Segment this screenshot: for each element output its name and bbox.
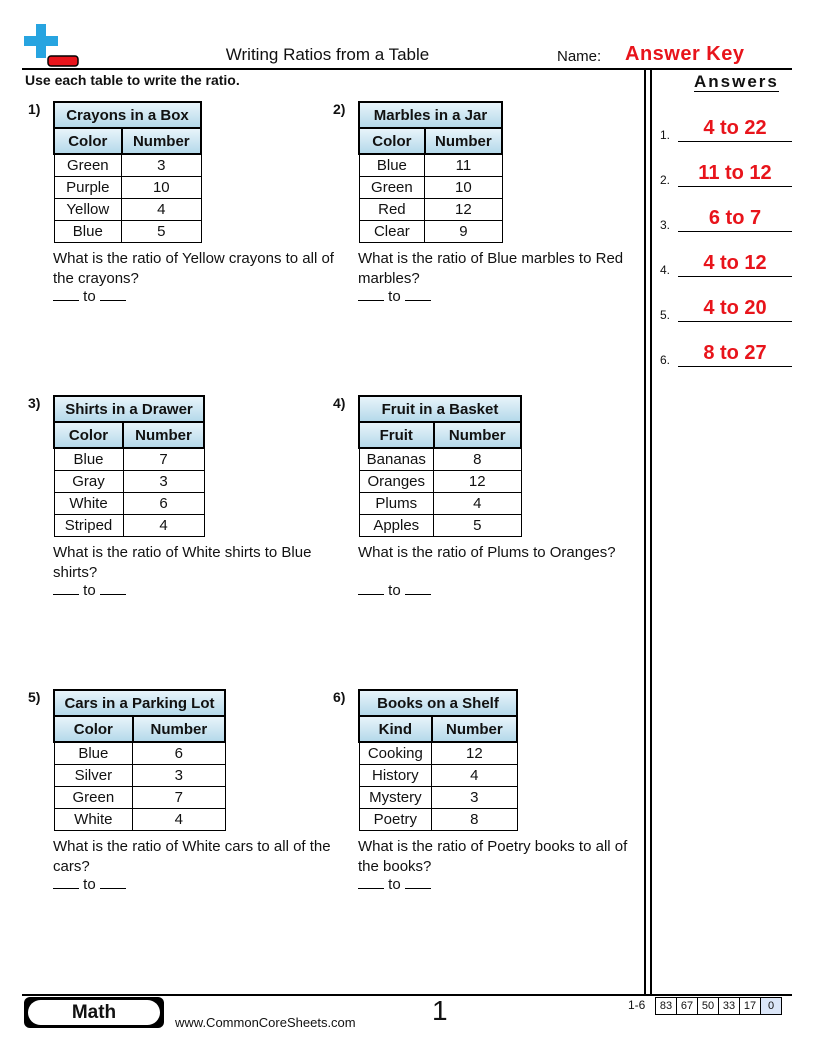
- name-label: Name:: [557, 48, 602, 65]
- table-row: [54, 471, 204, 493]
- column-header: Color: [54, 128, 122, 154]
- column-header: Number: [122, 128, 201, 154]
- table-cell: 4: [434, 493, 521, 515]
- table-cell: Blue: [54, 448, 123, 471]
- table-cell: Plums: [359, 493, 434, 515]
- page-number: 1: [432, 995, 448, 1026]
- column-divider: [650, 68, 652, 994]
- table-cell: 5: [122, 221, 201, 243]
- table-row: [359, 221, 502, 243]
- blank-line[interactable]: [358, 876, 384, 889]
- table-cell: 10: [425, 177, 502, 199]
- answer-number: 5.: [660, 308, 671, 322]
- table-cell: 9: [425, 221, 502, 243]
- blank-line[interactable]: [405, 288, 431, 301]
- table-cell: 11: [425, 154, 502, 177]
- data-table: [358, 689, 518, 831]
- table-row: [359, 199, 502, 221]
- table-cell: 4: [122, 199, 201, 221]
- table-cell: Oranges: [359, 471, 434, 493]
- answer-blanks: [53, 876, 126, 893]
- answer-number: 2.: [660, 173, 671, 187]
- answer-line: [678, 321, 792, 322]
- table-row: [359, 515, 521, 537]
- table-title: Fruit in a Basket: [359, 396, 521, 422]
- table-row: [54, 765, 225, 787]
- table-row: [54, 742, 225, 765]
- answer-key-label: Answer Key: [625, 43, 745, 65]
- score-boxes: [656, 997, 782, 1015]
- table-row: [359, 177, 502, 199]
- table-title: Crayons in a Box: [54, 102, 201, 128]
- score-box: 17: [739, 997, 761, 1015]
- table-cell: Blue: [54, 742, 133, 765]
- table-title: Marbles in a Jar: [359, 102, 502, 128]
- question-text: What is the ratio of Poetry books to all of the books?: [358, 838, 628, 875]
- column-divider: [644, 68, 646, 994]
- table-cell: Green: [54, 154, 122, 177]
- blank-line[interactable]: [100, 582, 126, 595]
- table-cell: Green: [359, 177, 425, 199]
- blank-line[interactable]: [53, 288, 79, 301]
- subject-badge: [24, 997, 164, 1028]
- table-cell: 6: [123, 493, 204, 515]
- column-header: Color: [54, 422, 123, 448]
- answer-row: [660, 337, 792, 367]
- table-row: [54, 493, 204, 515]
- table-row: [359, 448, 521, 471]
- table-cell: Clear: [359, 221, 425, 243]
- to-word: to: [83, 582, 96, 599]
- subject-label: Math: [28, 1000, 160, 1025]
- score-range: 1-6: [628, 998, 646, 1012]
- question-text: What is the ratio of White shirts to Blue shirts?: [53, 544, 312, 581]
- footer-divider: [22, 994, 792, 996]
- table-cell: Purple: [54, 177, 122, 199]
- table-row: [54, 177, 201, 199]
- problem-number: 6): [333, 689, 346, 705]
- table-row: [54, 221, 201, 243]
- answer-row: [660, 202, 792, 232]
- data-table: [53, 395, 205, 537]
- answer-line: [678, 276, 792, 277]
- answer-value: 4 to 20: [703, 297, 767, 319]
- answer-line: [678, 186, 792, 187]
- table-cell: 8: [432, 809, 517, 831]
- score-box: 83: [655, 997, 677, 1015]
- score-box: 50: [697, 997, 719, 1015]
- to-word: to: [388, 876, 401, 893]
- website: www.CommonCoreSheets.com: [175, 1015, 356, 1030]
- answer-line: [678, 141, 792, 142]
- answer-blanks: [53, 288, 126, 305]
- table-cell: Red: [359, 199, 425, 221]
- table-cell: 12: [432, 742, 517, 765]
- answer-row: [660, 157, 792, 187]
- table-cell: White: [54, 809, 133, 831]
- table-row: [359, 742, 517, 765]
- problem-number: 1): [28, 101, 41, 117]
- column-header: Kind: [359, 716, 432, 742]
- score-box: 67: [676, 997, 698, 1015]
- table-cell: 7: [133, 787, 225, 809]
- blank-line[interactable]: [100, 876, 126, 889]
- answer-value: 6 to 7: [708, 207, 762, 229]
- table-cell: Green: [54, 787, 133, 809]
- answer-value: 11 to 12: [698, 162, 772, 184]
- table-row: [54, 154, 201, 177]
- blank-line[interactable]: [53, 876, 79, 889]
- score-box: 33: [718, 997, 740, 1015]
- to-word: to: [83, 288, 96, 305]
- table-cell: 3: [133, 765, 225, 787]
- column-header: Number: [133, 716, 225, 742]
- score-box: 0: [760, 997, 782, 1015]
- table-cell: Poetry: [359, 809, 432, 831]
- table-cell: Silver: [54, 765, 133, 787]
- table-cell: 3: [123, 471, 204, 493]
- to-word: to: [388, 582, 401, 599]
- table-cell: Striped: [54, 515, 123, 537]
- answer-number: 6.: [660, 353, 671, 367]
- data-table: [358, 101, 503, 243]
- answer-line: [678, 366, 792, 367]
- answer-value: 8 to 27: [703, 342, 767, 364]
- table-row: [54, 809, 225, 831]
- answer-row: [660, 247, 792, 277]
- table-cell: Bananas: [359, 448, 434, 471]
- blank-line[interactable]: [100, 288, 126, 301]
- table-cell: 12: [425, 199, 502, 221]
- answer-blanks: [358, 582, 431, 599]
- data-table: [53, 689, 226, 831]
- table-cell: 10: [122, 177, 201, 199]
- table-row: [359, 765, 517, 787]
- table-cell: 3: [122, 154, 201, 177]
- table-cell: Cooking: [359, 742, 432, 765]
- blank-line[interactable]: [53, 582, 79, 595]
- table-cell: 3: [432, 787, 517, 809]
- table-cell: 4: [432, 765, 517, 787]
- table-row: [54, 448, 204, 471]
- problem-number: 5): [28, 689, 41, 705]
- column-header: Fruit: [359, 422, 434, 448]
- answer-row: [660, 292, 792, 322]
- answer-blanks: [358, 876, 431, 893]
- table-cell: Blue: [359, 154, 425, 177]
- answer-number: 1.: [660, 128, 671, 142]
- header-divider: [22, 68, 792, 70]
- problem-number: 4): [333, 395, 346, 411]
- blank-line[interactable]: [358, 582, 384, 595]
- blank-line[interactable]: [358, 288, 384, 301]
- question-text: What is the ratio of White cars to all of the cars?: [53, 838, 331, 875]
- question-text: What is the ratio of Blue marbles to Red marbles?: [358, 250, 624, 287]
- table-cell: Blue: [54, 221, 122, 243]
- instructions: Use each table to write the ratio.: [25, 72, 240, 88]
- answer-value: 4 to 12: [703, 252, 767, 274]
- table-cell: 12: [434, 471, 521, 493]
- table-cell: White: [54, 493, 123, 515]
- table-cell: 4: [133, 809, 225, 831]
- column-header: Number: [432, 716, 517, 742]
- answer-number: 3.: [660, 218, 671, 232]
- table-row: [54, 199, 201, 221]
- answer-number: 4.: [660, 263, 671, 277]
- to-word: to: [83, 876, 96, 893]
- column-header: Number: [123, 422, 204, 448]
- table-cell: 4: [123, 515, 204, 537]
- column-header: Number: [425, 128, 502, 154]
- worksheet-title: Writing Ratios from a Table: [225, 45, 430, 64]
- question-text: What is the ratio of Plums to Oranges?: [358, 544, 616, 561]
- table-row: [359, 809, 517, 831]
- to-word: to: [388, 288, 401, 305]
- answer-row: [660, 112, 792, 142]
- table-cell: Yellow: [54, 199, 122, 221]
- table-cell: Gray: [54, 471, 123, 493]
- table-title: Cars in a Parking Lot: [54, 690, 225, 716]
- answer-blanks: [358, 288, 431, 305]
- table-row: [359, 154, 502, 177]
- table-cell: 7: [123, 448, 204, 471]
- question-text: What is the ratio of Yellow crayons to all of the crayons?: [53, 250, 334, 287]
- data-table: [53, 101, 202, 243]
- table-title: Books on a Shelf: [359, 690, 517, 716]
- answers-title: Answers: [694, 72, 779, 91]
- table-row: [359, 471, 521, 493]
- blank-line[interactable]: [405, 582, 431, 595]
- column-header: Color: [54, 716, 133, 742]
- table-row: [54, 515, 204, 537]
- table-cell: 6: [133, 742, 225, 765]
- column-header: Number: [434, 422, 521, 448]
- answer-value: 4 to 22: [703, 117, 767, 139]
- problem-number: 3): [28, 395, 41, 411]
- table-cell: History: [359, 765, 432, 787]
- table-cell: 8: [434, 448, 521, 471]
- table-title: Shirts in a Drawer: [54, 396, 204, 422]
- table-row: [54, 787, 225, 809]
- table-cell: Mystery: [359, 787, 432, 809]
- column-header: Color: [359, 128, 425, 154]
- table-row: [359, 787, 517, 809]
- logo-icon: [22, 22, 80, 68]
- table-cell: 5: [434, 515, 521, 537]
- data-table: [358, 395, 522, 537]
- problem-number: 2): [333, 101, 346, 117]
- answer-blanks: [53, 582, 126, 599]
- answer-line: [678, 231, 792, 232]
- table-cell: Apples: [359, 515, 434, 537]
- table-row: [359, 493, 521, 515]
- blank-line[interactable]: [405, 876, 431, 889]
